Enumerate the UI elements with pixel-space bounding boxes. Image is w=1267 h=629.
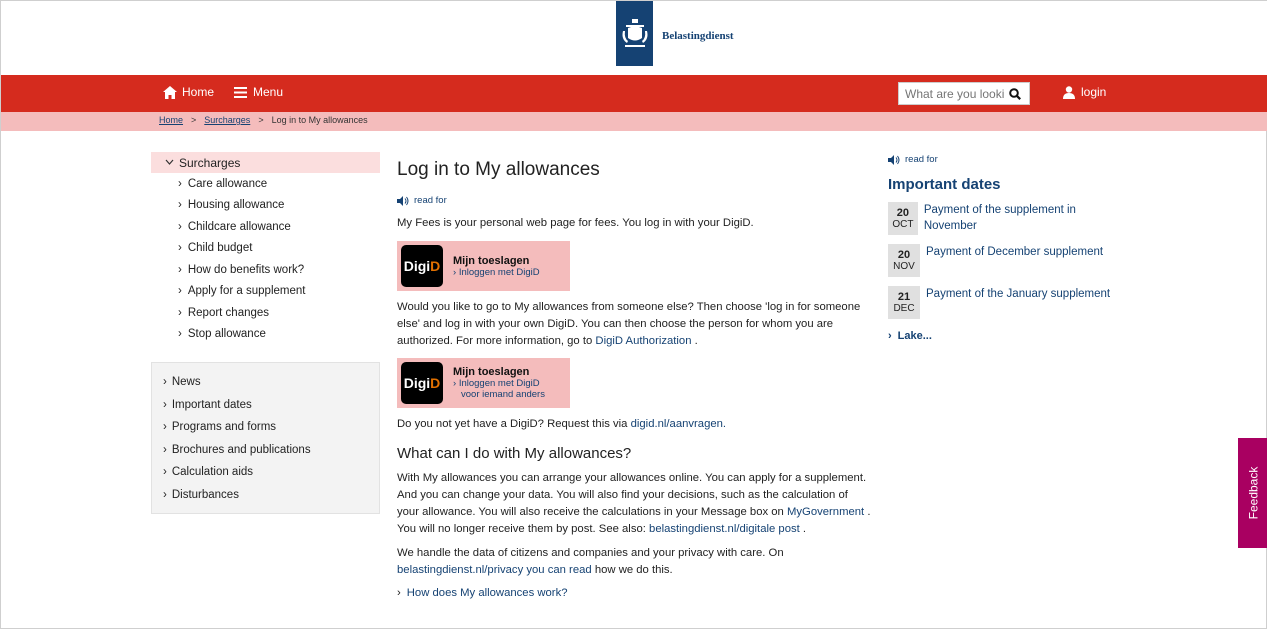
sidebar-item-label: Care allowance [187, 177, 268, 190]
read-for-button[interactable] [888, 154, 1118, 165]
someone-else-text [397, 299, 873, 350]
chevron-right-icon: › [178, 177, 182, 190]
sidebar-item-label: Housing allowance [187, 199, 285, 212]
date-month: NOV [893, 260, 915, 272]
date-badge [888, 244, 920, 277]
breadcrumb [159, 115, 368, 125]
sidebar-item-stop-allowance[interactable] [151, 324, 380, 346]
chevron-right-icon: › [178, 285, 182, 298]
banner-link: Inloggen met DigiD [458, 266, 540, 278]
date-badge [888, 202, 918, 235]
nav-home-label: Home [182, 85, 215, 99]
date-day: 20 [896, 206, 910, 219]
sidebar-link-label: Important dates [171, 398, 252, 411]
intro-text: My Fees is your personal web page for fees. You log in with your DigiD. [397, 217, 754, 229]
privacy-text-part: We handle the data of citizens and companies and your privacy with care. On [397, 547, 784, 559]
sidebar-item-how-benefits-work[interactable] [151, 259, 380, 281]
read-for-label: read for [414, 195, 447, 206]
sidebar-link-label: Brochures and publications [171, 443, 311, 456]
breadcrumb-surcharges[interactable]: Surcharges [204, 115, 251, 125]
digid-request-link[interactable]: digid.nl/aanvragen. [630, 418, 727, 430]
sidebar-link-important-dates[interactable] [152, 394, 379, 417]
no-digid-text-part: Do you not yet have a DigiD? Request this via [397, 418, 628, 430]
important-dates-panel [888, 154, 1118, 342]
date-event-link[interactable]: Payment of December supplement [926, 246, 1104, 258]
sidebar-item-label: Childcare allowance [187, 220, 291, 233]
important-dates-title: Important dates [888, 176, 1001, 193]
search-box [898, 82, 1030, 105]
date-day: 21 [897, 290, 911, 303]
sidebar-links-panel [151, 362, 380, 514]
sidebar-item-report-changes[interactable] [151, 302, 380, 324]
read-for-label: read for [905, 154, 938, 165]
chevron-right-icon: › [178, 220, 182, 233]
digid-logo-accent: D [430, 258, 441, 274]
breadcrumb-separator: > [258, 115, 264, 125]
date-event-link[interactable]: Payment of the supplement in November [923, 204, 1076, 232]
date-item [888, 286, 1118, 319]
chevron-right-icon: › [178, 199, 182, 212]
feedback-tab[interactable] [1238, 438, 1267, 548]
description-end: . [802, 523, 807, 535]
sidebar-link-calculation-aids[interactable] [152, 461, 379, 484]
someone-else-text-part: Would you like to go to My allowances from someone else? Then choose 'log in for someone else' and log in with your own DigiD. You can then choose the person for whom you are authorized. For more information, go to [397, 301, 861, 347]
more-dates-label: Lake... [897, 330, 932, 342]
chevron-right-icon: › [163, 398, 167, 411]
more-dates-link[interactable] [888, 330, 1118, 342]
search-input[interactable] [899, 83, 1005, 104]
nav-home-link[interactable] [163, 85, 214, 99]
brand-name: Belastingdienst [662, 30, 734, 42]
chevron-right-icon: › [163, 488, 167, 501]
sidebar-link-label: Disturbances [171, 488, 239, 501]
sidebar-item-label: How do benefits work? [187, 263, 305, 276]
privacy-text [397, 545, 873, 579]
chevron-right-icon: › [453, 266, 459, 278]
login-link[interactable] [1063, 85, 1106, 99]
sidebar-subnav [151, 152, 380, 345]
banner-title: Mijn toeslagen [453, 254, 530, 267]
digital-post-link[interactable]: belastingdienst.nl/digitale post [649, 523, 800, 535]
how-allowances-work-expander[interactable] [397, 587, 873, 599]
digid-authorization-link[interactable]: DigiD Authorization [595, 335, 692, 347]
section-heading: What can I do with My allowances? [397, 445, 632, 462]
sidebar-item-care-allowance[interactable] [151, 173, 380, 195]
date-item [888, 202, 1118, 235]
user-icon [1063, 86, 1075, 99]
sidebar-item-apply-supplement[interactable] [151, 281, 380, 303]
speaker-icon [397, 196, 409, 206]
speaker-icon [888, 155, 900, 165]
someone-else-text-end: . [694, 335, 698, 347]
description-part: With My allowances you can arrange your allowances online. You can apply for a supplement. And you can change your data. You will also find your decisions, such as the calculation of your allowance. You will also receive the calculations in your Message box on [397, 472, 867, 518]
date-day: 20 [897, 248, 911, 261]
digid-logo-accent: D [430, 375, 441, 391]
sidebar-link-programs-forms[interactable] [152, 416, 379, 439]
date-item [888, 244, 1118, 277]
digid-logo-text: Digi [403, 375, 431, 391]
banner-link-line2: voor iemand anders [461, 389, 545, 400]
no-digid-text [397, 416, 873, 433]
chevron-down-icon [165, 159, 174, 166]
date-event-link[interactable]: Payment of the January supplement [926, 288, 1111, 300]
banner-link: Inloggen met DigiD [458, 378, 540, 389]
description-part: . You will no longer receive them by post. See also: [397, 506, 871, 535]
banner-title: Mijn toeslagen [453, 366, 530, 378]
expander-label: How does My allowances work? [406, 587, 568, 599]
government-logo[interactable] [616, 1, 653, 66]
digid-login-someone-else-banner[interactable] [397, 358, 570, 408]
date-month: OCT [892, 218, 914, 230]
search-icon[interactable] [1005, 88, 1025, 100]
login-label: login [1081, 85, 1107, 99]
date-badge [888, 286, 920, 319]
chevron-right-icon: › [453, 378, 459, 389]
feedback-label: Feedback [1246, 466, 1261, 520]
date-month: DEC [893, 302, 915, 314]
breadcrumb-home[interactable]: Home [159, 115, 184, 125]
chevron-right-icon: › [163, 421, 167, 434]
chevron-right-icon: › [163, 443, 167, 456]
privacy-text-end: how we do this. [594, 564, 673, 576]
digid-login-banner[interactable] [397, 241, 570, 291]
sidebar-section-surcharges[interactable] [151, 152, 380, 173]
allowances-description [397, 470, 873, 538]
privacy-link[interactable]: belastingdienst.nl/privacy you can read [397, 564, 592, 576]
chevron-right-icon: › [178, 328, 182, 341]
sidebar-item-label: Apply for a supplement [187, 285, 306, 298]
sidebar-link-label: Calculation aids [171, 466, 254, 479]
sidebar-item-child-budget[interactable] [151, 238, 380, 260]
digid-logo [401, 245, 443, 287]
sidebar-link-label: Programs and forms [171, 421, 277, 434]
page-title: Log in to My allowances [397, 159, 600, 180]
sidebar-link-news[interactable] [152, 371, 379, 394]
mygovernment-link[interactable]: MyGovernment [786, 506, 865, 518]
nav-menu-button[interactable] [234, 85, 283, 99]
coat-of-arms-icon [620, 17, 650, 51]
nav-menu-label: Menu [253, 85, 284, 99]
sidebar-link-label: News [171, 376, 201, 389]
breadcrumb-separator: > [191, 115, 197, 125]
sidebar-item-label: Stop allowance [187, 328, 266, 341]
chevron-right-icon: › [178, 263, 182, 276]
main-content [397, 159, 873, 599]
chevron-right-icon: › [888, 330, 892, 342]
sidebar-section-label: Surcharges [179, 155, 241, 170]
chevron-right-icon: › [163, 376, 167, 389]
sidebar-item-label: Report changes [187, 306, 270, 319]
sidebar-item-childcare-allowance[interactable] [151, 216, 380, 238]
sidebar-link-brochures[interactable] [152, 439, 379, 462]
home-icon [163, 86, 177, 99]
sidebar-link-disturbances[interactable] [152, 484, 379, 507]
digid-logo [401, 362, 443, 404]
chevron-right-icon: › [178, 242, 182, 255]
chevron-right-icon: › [163, 466, 167, 479]
chevron-right-icon: › [178, 306, 182, 319]
hamburger-icon [234, 87, 247, 98]
site-header [1, 1, 1267, 75]
breadcrumb-current: Log in to My allowances [271, 115, 368, 125]
chevron-right-icon: › [397, 587, 401, 599]
sidebar-item-housing-allowance[interactable] [151, 195, 380, 217]
digid-logo-text: Digi [403, 258, 431, 274]
sidebar-item-label: Child budget [187, 242, 253, 255]
read-for-button[interactable] [397, 195, 873, 206]
